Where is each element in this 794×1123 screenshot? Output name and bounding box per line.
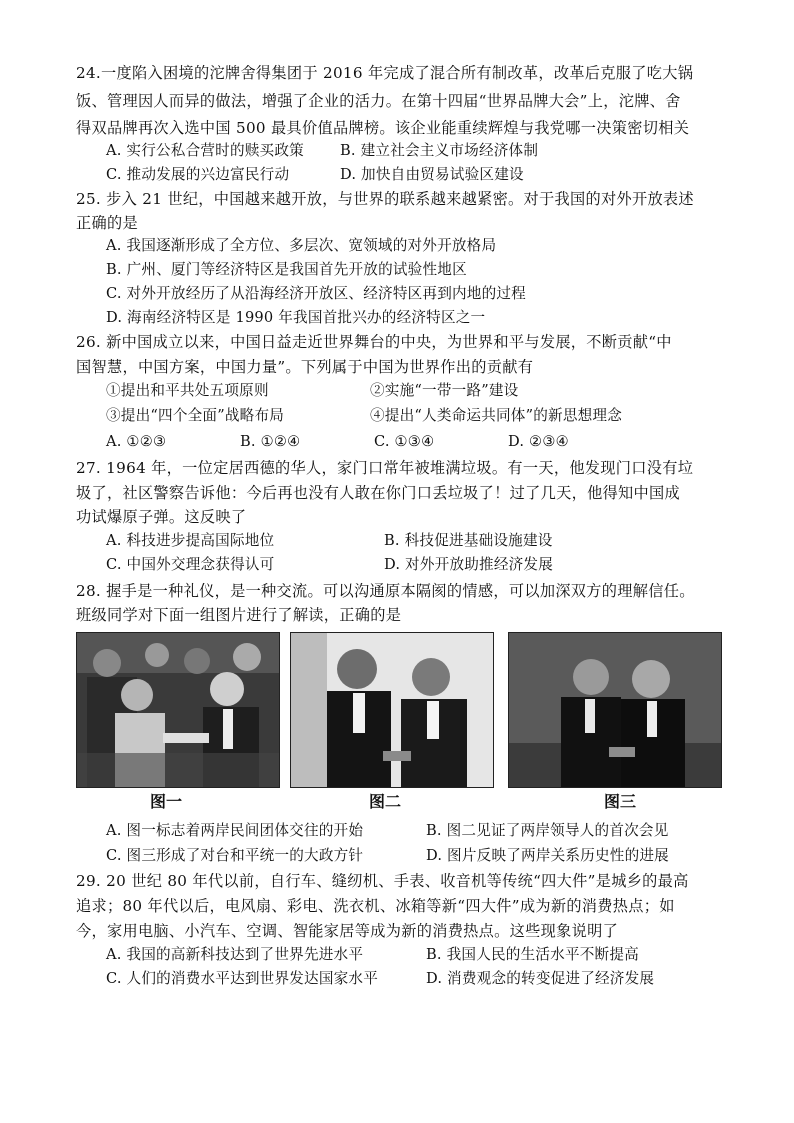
q27-stem-line1: 27. 1964 年，一位定居西德的华人，家门口常年被堆满垃圾。有一天，他发现门口没有垃 [76,459,694,477]
q29-option-a: A. 我国的高新科技达到了世界先进水平 [106,946,364,963]
q28-stem-line2: 班级同学对下面一组图片进行了解读，正确的是 [76,606,402,624]
q27-option-b: B. 科技促进基础设施建设 [384,532,553,549]
q24-option-a: A. 实行公私合营时的赎买政策 [106,142,304,159]
q29-option-c: C. 人们的消费水平达到世界发达国家水平 [106,970,379,987]
q29-stem-line1: 29. 20 世纪 80 年代以前，自行车、缝纫机、手表、收音机等传统“四大件”是城乡的最高 [76,872,689,890]
q25-option-b: B. 广州、厦门等经济特区是我国首先开放的试验性地区 [106,261,467,278]
q27-stem-line2: 圾了，社区警察告诉他：今后再也没有人敢在你门口丢垃圾了！过了几天，他得知中国成 [76,484,681,502]
caption-figure-3: 图三 [604,792,637,811]
q27-option-c: C. 中国外交理念获得认可 [106,556,275,573]
q24-option-c: C. 推动发展的兴边富民行动 [106,166,290,183]
q28-option-b: B. 图二见证了两岸领导人的首次会见 [426,822,669,839]
q26-item-2: ②实施“一带一路”建设 [370,382,519,399]
q29-option-d: D. 消费观念的转变促进了经济发展 [426,970,655,987]
q25-option-c: C. 对外开放经历了从沿海经济开放区、经济特区再到内地的过程 [106,285,526,302]
q26-item-3: ③提出“四个全面”战略布局 [106,407,285,424]
q24-option-b: B. 建立社会主义市场经济体制 [340,142,539,159]
q26-option-b: B. ①②④ [240,433,301,450]
q28-option-c: C. 图三形成了对台和平统一的大政方针 [106,847,364,864]
q26-option-a: A. ①②③ [106,433,167,450]
q25-option-d: D. 海南经济特区是 1990 年我国首批兴办的经济特区之一 [106,309,486,326]
q26-item-4: ④提出“人类命运共同体”的新思想理念 [370,407,623,424]
q27-option-d: D. 对外开放助推经济发展 [384,556,553,573]
q29-stem-line2: 追求；80 年代以后，电风扇、彩电、洗衣机、冰箱等新“四大件”成为新的消费热点；如 [76,897,675,915]
q25-stem-line1: 25. 步入 21 世纪，中国越来越开放，与世界的联系越来越紧密。对于我国的对外开放表述 [76,190,694,208]
q26-option-c: C. ①③④ [374,433,435,450]
q28-option-d: D. 图片反映了两岸关系历史性的进展 [426,847,669,864]
photo-figure-1 [76,632,280,788]
caption-figure-1: 图一 [150,792,183,811]
q26-stem-line2: 国智慧，中国方案，中国力量”。下列属于中国为世界作出的贡献有 [76,358,534,376]
q26-stem-line1: 26. 新中国成立以来，中国日益走近世界舞台的中央，为世界和平与发展，不断贡献“中 [76,333,672,351]
q27-stem-line3: 功试爆原子弹。这反映了 [76,508,247,526]
q26-item-1: ①提出和平共处五项原则 [106,382,269,399]
q28-option-a: A. 图一标志着两岸民间团体交往的开始 [106,822,364,839]
photo-figure-2 [290,632,494,788]
q27-option-a: A. 科技进步提高国际地位 [106,532,275,549]
q24-option-d: D. 加快自由贸易试验区建设 [340,166,524,183]
q25-stem-line2: 正确的是 [76,214,138,232]
q26-option-d: D. ②③④ [508,433,569,450]
q29-option-b: B. 我国人民的生活水平不断提高 [426,946,639,963]
caption-figure-2: 图二 [369,792,402,811]
q24-stem-line1: 24.一度陷入困境的沱牌舍得集团于 2016 年完成了混合所有制改革，改革后克服了吃大锅 [76,64,694,82]
q24-stem-line3: 得双品牌再次入选中国 500 最具价值品牌榜。该企业能重续辉煌与我党哪一决策密切相关 [76,119,690,137]
q29-stem-line3: 今，家用电脑、小汽车、空调、智能家居等成为新的消费热点。这些现象说明了 [76,922,619,940]
q24-stem-line2: 饭、管理因人而异的做法，增强了企业的活力。在第十四届“世界品牌大会”上，沱牌、舍 [76,92,681,110]
photo-figure-3 [508,632,722,788]
q25-option-a: A. 我国逐渐形成了全方位、多层次、宽领域的对外开放格局 [106,237,497,254]
q28-stem-line1: 28. 握手是一种礼仪，是一种交流。可以沟通原本隔阂的情感，可以加深双方的理解信任。 [76,582,695,600]
